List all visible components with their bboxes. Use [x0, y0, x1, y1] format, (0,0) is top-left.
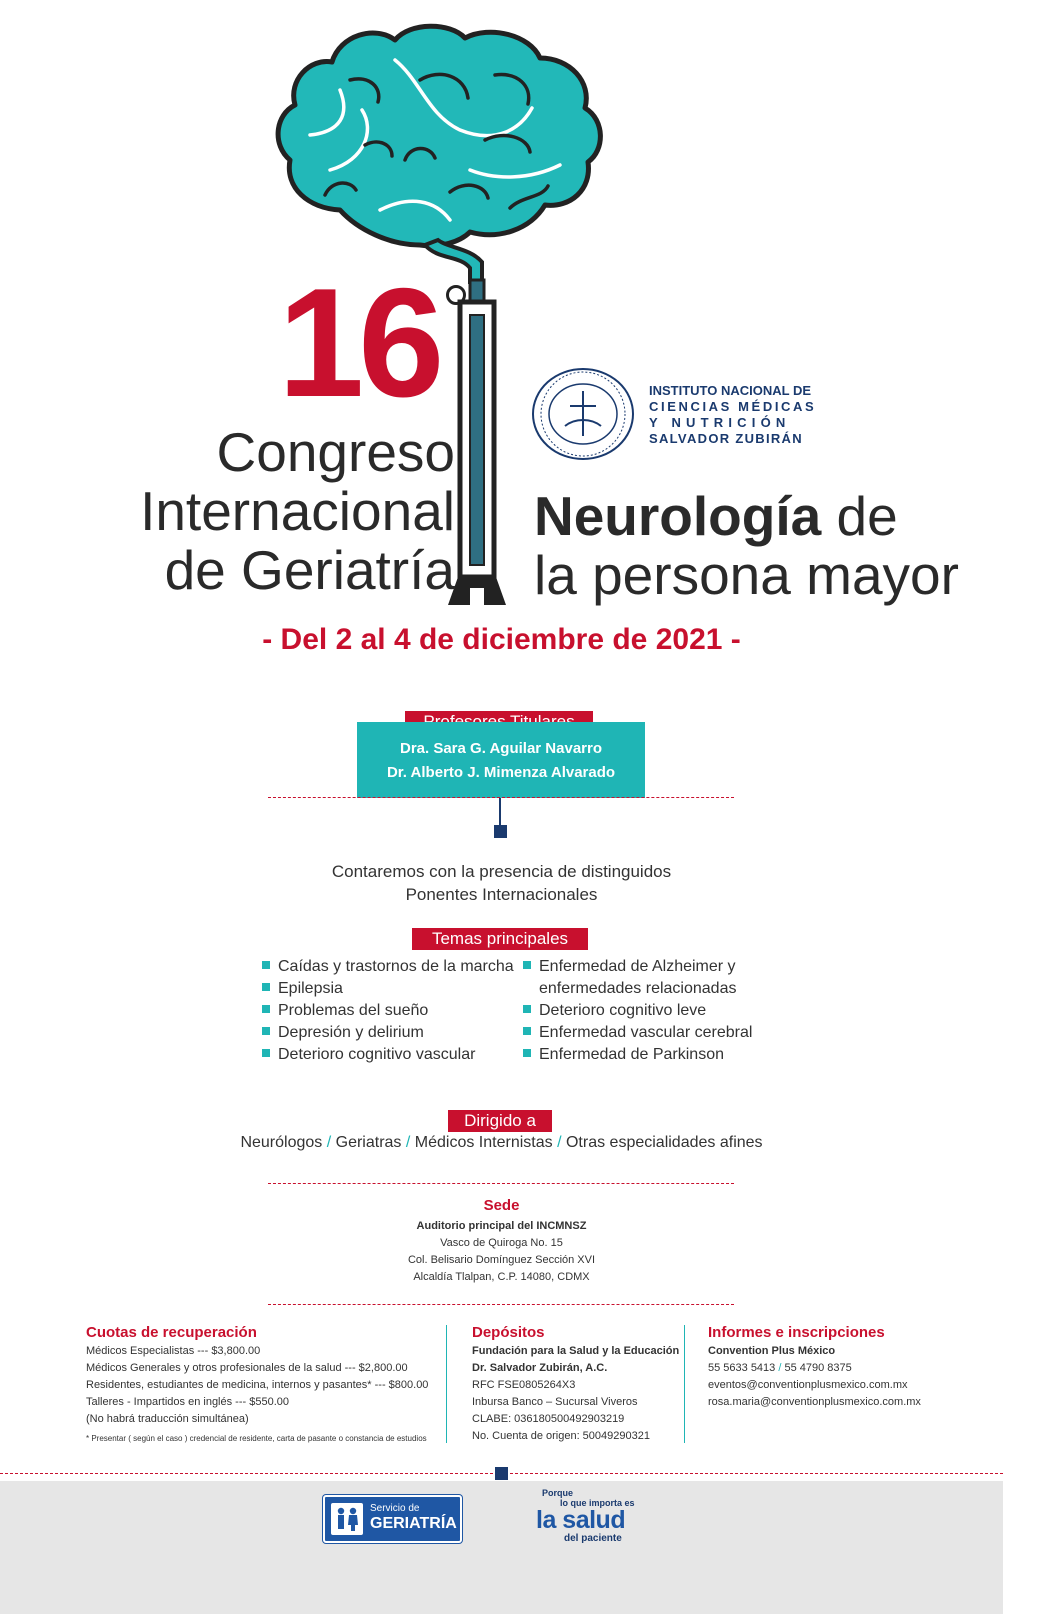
topic-right-1-cont: enfermedades relacionadas: [539, 980, 737, 997]
venue-heading: Sede: [483, 1197, 520, 1214]
fee-line-2: Médicos Generales y otros profesionales de la salud --- $2,800.00: [86, 1362, 408, 1374]
email-2[interactable]: rosa.maria@conventionplusmexico.com.mx: [708, 1396, 921, 1408]
connector-line: [499, 798, 501, 826]
venue-line-1: Vasco de Quiroga No. 15: [440, 1237, 563, 1249]
slogan-bottom: del paciente: [564, 1533, 622, 1544]
fee-line-3: Residentes, estudiantes de medicina, internos y pasantes* --- $800.00: [86, 1379, 429, 1391]
email-1[interactable]: eventos@conventionplusmexico.com.mx: [708, 1379, 908, 1391]
topic-right-1: Enfermedad de Alzheimer y: [523, 956, 736, 978]
info-heading: Informes e inscripciones: [708, 1324, 885, 1341]
institute-seal: [530, 366, 636, 462]
audience-3: Médicos Internistas: [414, 1134, 553, 1151]
topic-line-1: [534, 487, 959, 546]
congress-number: 16: [278, 256, 439, 429]
deposit-bold-1: Fundación para la Salud y la Educación: [472, 1345, 680, 1357]
deposit-line-2: Inbursa Banco – Sucursal Viveros: [472, 1396, 638, 1408]
title-line-1: Congreso: [216, 421, 455, 483]
info-phones: 55 5633 5413 / 55 4790 8375: [708, 1362, 852, 1374]
slogan-top-2: lo que importa es: [560, 1498, 635, 1508]
event-dates: - Del 2 al 4 de diciembre de 2021 -: [262, 623, 741, 656]
presence-line-2: Ponentes Internacionales: [405, 885, 598, 904]
divider-2: [268, 1183, 734, 1184]
audience-heading: Dirigido a: [448, 1110, 552, 1132]
fees-heading: Cuotas de recuperación: [86, 1324, 257, 1341]
divider-3: [268, 1304, 734, 1305]
column-divider-1: [446, 1325, 447, 1443]
institute-line-4: SALVADOR ZUBIRÁN: [649, 431, 803, 446]
topic-line-2: la persona mayor: [534, 544, 959, 606]
phone-2[interactable]: 55 4790 8375: [784, 1362, 852, 1374]
audience-list: Neurólogos / Geriatras / Médicos Internistas / Otras especialidades afines: [240, 1134, 763, 1151]
topic-right-2: Deterioro cognitivo leve: [523, 1000, 706, 1022]
title-line-3: de Geriatría: [164, 539, 455, 601]
fee-line-5: (No habrá traducción simultánea): [86, 1413, 249, 1425]
slogan-main: la salud: [536, 1506, 626, 1534]
audience-4: Otras especialidades afines: [565, 1134, 763, 1151]
info-company: Convention Plus México: [708, 1345, 836, 1357]
fee-line-4: Talleres - Impartidos en inglés --- $550.00: [86, 1396, 289, 1408]
presence-line-1: Contaremos con la presencia de distinguidos: [331, 862, 672, 881]
venue-line-3: Alcaldía Tlalpan, C.P. 14080, CDMX: [413, 1271, 590, 1283]
degree-mark: [446, 285, 466, 305]
title-line-2: Internacional: [140, 480, 455, 542]
audience-2: Geriatras: [335, 1134, 402, 1151]
divider-1: [268, 797, 734, 798]
topic-left-4: Depresión y delirium: [262, 1022, 424, 1044]
professor-2: Dr. Alberto J. Mimenza Alvarado: [386, 764, 616, 781]
footer-square: [495, 1467, 508, 1480]
deposits-heading: Depósitos: [472, 1324, 545, 1341]
fee-footnote: * Presentar ( según el caso ) credencial de residente, carta de pasante o constancia de estudios: [86, 1434, 427, 1443]
deposit-bold-2: Dr. Salvador Zubirán, A.C.: [472, 1362, 608, 1374]
service-line-2: GERIATRÍA: [370, 1515, 457, 1532]
topic-left-3: Problemas del sueño: [262, 1000, 428, 1022]
topic-left-2: Epilepsia: [262, 978, 343, 1000]
topic-left-5: Deterioro cognitivo vascular: [262, 1044, 475, 1066]
column-divider-2: [684, 1325, 685, 1443]
connector-square: [494, 825, 507, 838]
people-icon: [331, 1503, 363, 1535]
venue-line-2: Col. Belisario Domínguez Sección XVI: [407, 1254, 596, 1266]
slogan-logo: [536, 1488, 656, 1548]
topics-heading: Temas principales: [412, 928, 588, 950]
topic-right-3: Enfermedad vascular cerebral: [523, 1022, 752, 1044]
topic-bold: Neurología: [534, 485, 822, 547]
presence-text: [0, 860, 1003, 906]
slogan-top-1: Porque: [542, 1488, 574, 1498]
topic-left-1: Caídas y trastornos de la marcha: [262, 956, 514, 978]
fee-line-1: Médicos Especialistas --- $3,800.00: [86, 1345, 261, 1357]
institute-name: [649, 383, 816, 447]
institute-line-2: CIENCIAS MÉDICAS: [649, 399, 817, 414]
service-line-1: Servicio de: [370, 1503, 420, 1514]
deposit-line-1: RFC FSE0805264X3: [472, 1379, 576, 1391]
phone-1[interactable]: 55 5633 5413: [708, 1362, 776, 1374]
deposit-line-4: No. Cuenta de origen: 50049290321: [472, 1430, 650, 1442]
footer-band: [0, 1481, 1003, 1614]
institute-line-1: INSTITUTO NACIONAL DE: [649, 383, 812, 398]
topic-de: de: [821, 485, 898, 547]
venue-details: [0, 1218, 1003, 1286]
congress-topic: [534, 487, 959, 605]
institute-line-3: Y NUTRICIÓN: [649, 415, 791, 430]
audience-1: Neurólogos: [240, 1134, 323, 1151]
congress-title: [60, 423, 455, 600]
venue-name: Auditorio principal del INCMNSZ: [416, 1220, 587, 1232]
topic-right-4: Enfermedad de Parkinson: [523, 1044, 724, 1066]
professors-box: [357, 722, 645, 798]
deposit-line-3: CLABE: 036180500492903219: [472, 1413, 625, 1425]
professor-1: Dra. Sara G. Aguilar Navarro: [399, 740, 603, 757]
geriatria-service-logo: [323, 1495, 462, 1543]
